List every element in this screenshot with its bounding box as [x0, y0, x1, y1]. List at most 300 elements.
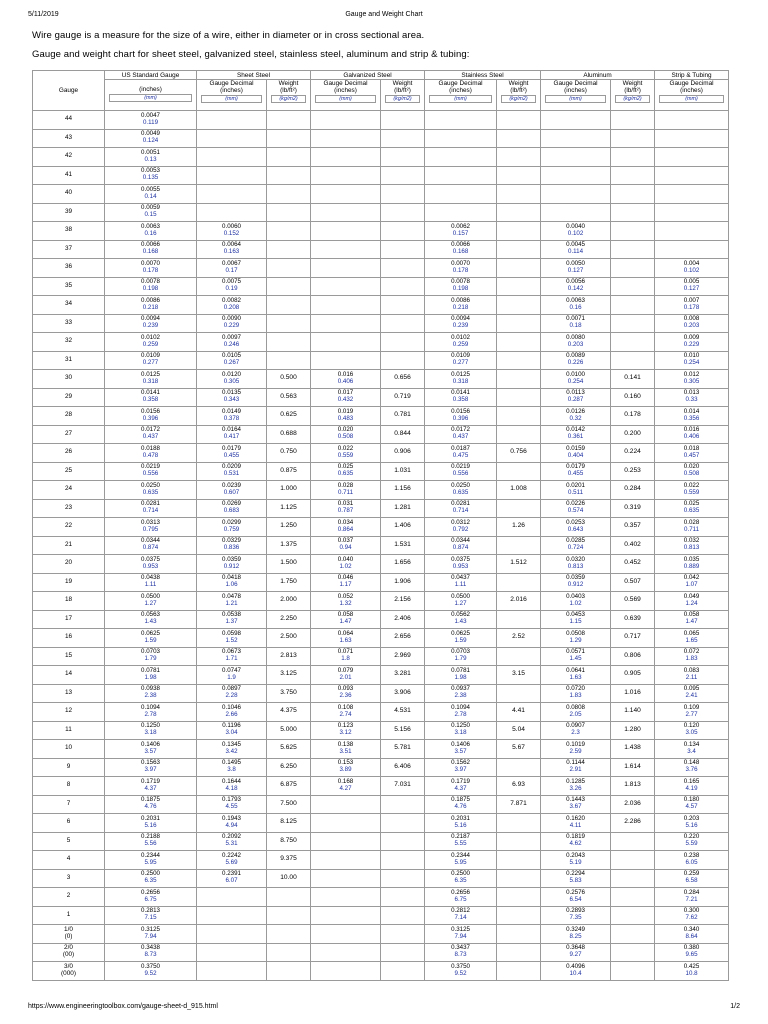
gauge-number: 16: [64, 633, 73, 641]
aluminum-weight-cell: 0.402: [611, 536, 655, 555]
aluminum-weight-cell: 0.319: [611, 499, 655, 518]
stainless-decimal-cell: [425, 647, 497, 666]
gauge-cell: [33, 610, 105, 629]
us-standard-cell-inches: 0.3750: [141, 962, 160, 970]
aluminum-weight-cell: 0.905: [611, 666, 655, 685]
stainless-decimal-cell-mm: 1.79: [454, 655, 467, 663]
sheet-steel-weight-cell: 10.00: [267, 869, 311, 888]
galvanized-decimal-cell: [311, 647, 381, 666]
aluminum-weight-cell: [611, 351, 655, 370]
galvanized-decimal-cell: [311, 555, 381, 574]
gauge-cell: [33, 388, 105, 407]
stainless-decimal-cell-mm: 0.437: [452, 433, 469, 441]
gauge-number: 39: [64, 207, 73, 215]
stainless-decimal-cell-mm: 0.714: [452, 507, 469, 515]
aluminum-decimal-cell-mm: 0.455: [567, 470, 584, 478]
aluminum-decimal-cell: [541, 851, 611, 870]
galvanized-decimal-cell-mm: 4.27: [339, 784, 352, 792]
galvanized-weight-cell: [381, 129, 425, 148]
aluminum-decimal-cell: [541, 555, 611, 574]
strip-tubing-cell: [655, 333, 729, 352]
gauge-alt: (0): [64, 932, 73, 940]
table-row: [33, 851, 729, 870]
gauge-number: 15: [64, 651, 73, 659]
aluminum-decimal-cell: [541, 592, 611, 611]
table-row: [33, 703, 729, 722]
aluminum-decimal-cell-mm: 0.226: [567, 359, 584, 367]
us-standard-cell: [105, 869, 197, 888]
stainless-weight-cell: [497, 388, 541, 407]
stainless-decimal-cell: [425, 277, 497, 296]
stainless-decimal-cell-inches: 0.0156: [451, 407, 470, 415]
aluminum-decimal-cell-inches: 0.0808: [566, 703, 585, 711]
stainless-decimal-cell-inches: 0.2031: [451, 814, 470, 822]
stainless-decimal-cell-mm: 2.78: [454, 710, 467, 718]
strip-tubing-cell-mm: 0.229: [683, 340, 700, 348]
us-standard-cell-inches: 0.0059: [141, 204, 160, 212]
stainless-decimal-cell-inches: 0.2344: [451, 851, 470, 859]
sheet-steel-weight-cell: [267, 222, 311, 241]
sheet-steel-decimal-cell-inches: 0.2092: [222, 833, 241, 841]
galvanized-weight-cell: [381, 869, 425, 888]
sheet-steel-decimal-cell-inches: 0.0359: [222, 555, 241, 563]
us-standard-cell: [105, 351, 197, 370]
group-header-stainless-steel: Stainless Steel: [425, 71, 541, 80]
aluminum-decimal-cell-mm: 0.912: [567, 581, 584, 589]
stainless-decimal-cell: [425, 536, 497, 555]
strip-tubing-cell-inches: 0.065: [683, 629, 700, 637]
stainless-weight-cell: [497, 962, 541, 981]
gauge-number: 36: [64, 263, 73, 271]
strip-tubing-cell-mm: 5.59: [685, 840, 698, 848]
gauge-cell: [33, 407, 105, 426]
galvanized-weight-cell: [381, 925, 425, 944]
us-standard-cell: [105, 703, 197, 722]
sheet-steel-decimal-cell-mm: 5.69: [225, 858, 238, 866]
sheet-steel-decimal-cell-mm: 5.31: [225, 840, 238, 848]
us-standard-cell: [105, 610, 197, 629]
gauge-cell: [33, 814, 105, 833]
galvanized-weight-cell: 0.719: [381, 388, 425, 407]
aluminum-decimal-cell-inches: 0.0056: [566, 278, 585, 286]
aluminum-decimal-cell: [541, 777, 611, 796]
gauge-weight-table: [32, 70, 729, 981]
us-standard-cell-mm: 1.27: [144, 599, 157, 607]
us-standard-cell-inches: 0.0156: [141, 407, 160, 415]
stainless-decimal-cell: [425, 610, 497, 629]
aluminum-weight-cell: [611, 314, 655, 333]
sheet-steel-decimal-cell: [197, 259, 267, 278]
stainless-weight-cell: [497, 758, 541, 777]
us-standard-cell: [105, 388, 197, 407]
aluminum-decimal-cell-mm: 1.63: [569, 673, 582, 681]
strip-tubing-cell: [655, 777, 729, 796]
sheet-steel-decimal-cell-mm: 4.94: [225, 821, 238, 829]
sheet-steel-decimal-cell: [197, 407, 267, 426]
stainless-decimal-cell-inches: 0.0172: [451, 426, 470, 434]
gauge-number: 34: [64, 300, 73, 308]
stainless-decimal-cell-inches: 0.3125: [451, 925, 470, 933]
stainless-weight-cell: 4.41: [497, 703, 541, 722]
aluminum-weight-cell: 1.813: [611, 777, 655, 796]
strip-tubing-cell-inches: 0.284: [683, 888, 700, 896]
sheet-steel-decimal-cell-mm: 0.836: [223, 544, 240, 552]
sheet-steel-weight-cell: 0.875: [267, 462, 311, 481]
sheet-steel-decimal-cell: [197, 962, 267, 981]
stainless-decimal-cell-mm: 0.556: [452, 470, 469, 478]
stainless-weight-cell: [497, 296, 541, 315]
stainless-decimal-cell-inches: 0.0141: [451, 389, 470, 397]
strip-tubing-cell: [655, 444, 729, 463]
gauge-cell: [33, 629, 105, 648]
stainless-weight-cell: 2.016: [497, 592, 541, 611]
stainless-decimal-cell-mm: 0.218: [452, 303, 469, 311]
aluminum-decimal-cell: [541, 629, 611, 648]
aluminum-weight-cell: 0.507: [611, 573, 655, 592]
galvanized-weight-cell: [381, 222, 425, 241]
stainless-decimal-cell-mm: 0.792: [452, 525, 469, 533]
gauge-cell: [33, 203, 105, 222]
stainless-weight-cell: [497, 462, 541, 481]
aluminum-weight-cell: [611, 943, 655, 962]
sheet-steel-decimal-cell-inches: 0.0239: [222, 481, 241, 489]
galvanized-decimal-cell: [311, 370, 381, 389]
strip-tubing-cell: [655, 166, 729, 185]
sheet-steel-decimal-cell-inches: 0.0090: [222, 315, 241, 323]
aluminum-decimal-cell-mm: 4.11: [569, 821, 582, 829]
stainless-decimal-cell-mm: 1.98: [454, 673, 467, 681]
aluminum-decimal-cell: [541, 647, 611, 666]
stainless-decimal-cell-mm: 1.43: [454, 618, 467, 626]
table-row: [33, 370, 729, 389]
sheet-steel-decimal-cell: [197, 592, 267, 611]
galvanized-weight-cell: [381, 943, 425, 962]
aluminum-weight-cell: 1.438: [611, 740, 655, 759]
aluminum-weight-cell: 2.036: [611, 795, 655, 814]
sheet-steel-decimal-cell-mm: 6.07: [225, 877, 238, 885]
stainless-decimal-cell: [425, 888, 497, 907]
strip-tubing-cell-inches: 0.035: [683, 555, 700, 563]
us-standard-cell-mm: 0.168: [142, 248, 159, 256]
galvanized-weight-cell: 1.656: [381, 555, 425, 574]
sheet-steel-decimal-cell-mm: 1.06: [225, 581, 238, 589]
stainless-decimal-cell-mm: 0.168: [452, 248, 469, 256]
stainless-decimal-cell-inches: 0.0375: [451, 555, 470, 563]
strip-tubing-cell: [655, 666, 729, 685]
galvanized-decimal-cell: [311, 851, 381, 870]
aluminum-decimal-cell-inches: 0.1443: [566, 796, 585, 804]
galvanized-decimal-cell: [311, 222, 381, 241]
galvanized-weight-cell: 1.281: [381, 499, 425, 518]
us-standard-cell-mm: 0.635: [142, 488, 159, 496]
stainless-decimal-cell-inches: 0.1250: [451, 722, 470, 730]
stainless-decimal-cell-mm: 3.97: [454, 766, 467, 774]
galvanized-decimal-cell-inches: 0.028: [337, 481, 354, 489]
strip-tubing-cell-inches: 0.238: [683, 851, 700, 859]
us-standard-cell: [105, 758, 197, 777]
stainless-decimal-cell-mm: 0.358: [452, 396, 469, 404]
galvanized-weight-cell: 1.906: [381, 573, 425, 592]
aluminum-weight-cell: [611, 888, 655, 907]
galvanized-decimal-cell-mm: 0.711: [338, 488, 354, 496]
aluminum-weight-cell: 0.200: [611, 425, 655, 444]
aluminum-decimal-cell-inches: 0.0359: [566, 574, 585, 582]
stainless-decimal-cell: [425, 129, 497, 148]
stainless-weight-cell: [497, 851, 541, 870]
us-standard-cell-mm: 0.874: [142, 544, 159, 552]
galvanized-decimal-cell: [311, 777, 381, 796]
galvanized-weight-cell: 1.031: [381, 462, 425, 481]
table-row: [33, 499, 729, 518]
stainless-decimal-cell: [425, 166, 497, 185]
sheet-steel-weight-cell: 1.125: [267, 499, 311, 518]
sheet-steel-decimal-cell-mm: 0.343: [223, 396, 240, 404]
stainless-weight-cell: 3.15: [497, 666, 541, 685]
gauge-cell: [33, 740, 105, 759]
gauge-number: 28: [64, 411, 73, 419]
us-standard-cell-mm: 0.14: [144, 192, 157, 200]
us-standard-cell-inches: 0.0281: [141, 500, 160, 508]
strip-tubing-cell: [655, 370, 729, 389]
stainless-decimal-cell-inches: 0.2656: [451, 888, 470, 896]
stainless-decimal-cell-mm: 0.178: [452, 266, 469, 274]
stainless-decimal-cell: [425, 851, 497, 870]
gauge-cell: [33, 166, 105, 185]
aluminum-decimal-cell-mm: 2.91: [569, 766, 582, 774]
stainless-decimal-cell: [425, 407, 497, 426]
aluminum-decimal-cell-mm: 6.54: [569, 895, 582, 903]
us-standard-cell: [105, 795, 197, 814]
galvanized-decimal-cell-mm: 1.32: [339, 599, 352, 607]
aluminum-decimal-cell: [541, 518, 611, 537]
stainless-weight-cell: [497, 240, 541, 259]
sheet-steel-decimal-cell-mm: 4.18: [225, 784, 238, 792]
gauge-number: 40: [64, 189, 73, 197]
sheet-steel-decimal-cell-mm: 2.66: [225, 710, 238, 718]
galvanized-weight-cell: [381, 888, 425, 907]
gauge-number: 27: [64, 429, 73, 437]
us-standard-cell-inches: 0.1094: [141, 703, 160, 711]
sheet-steel-decimal-cell-inches: 0.0673: [222, 648, 241, 656]
sheet-steel-decimal-cell-inches: 0.0478: [222, 592, 241, 600]
us-inches-header: (inches) (mm): [105, 80, 197, 111]
stainless-decimal-cell-inches: 0.0250: [451, 481, 470, 489]
stainless-weight-cell: [497, 925, 541, 944]
aluminum-decimal-cell: [541, 259, 611, 278]
aluminum-decimal-cell-inches: 0.1144: [566, 759, 585, 767]
galvanized-decimal-cell: [311, 444, 381, 463]
stainless-decimal-cell: [425, 481, 497, 500]
stainless-weight-cell: 2.52: [497, 629, 541, 648]
galvanized-decimal-cell-mm: 0.864: [337, 525, 354, 533]
galvanized-decimal-cell-mm: 1.63: [339, 636, 352, 644]
stainless-decimal-cell: [425, 444, 497, 463]
galvanized-decimal-cell-inches: 0.071: [337, 648, 354, 656]
table-row: [33, 666, 729, 685]
strip-tubing-cell: [655, 869, 729, 888]
galvanized-decimal-cell-inches: 0.168: [337, 777, 354, 785]
sheet-steel-decimal-cell-inches: 0.0135: [222, 389, 241, 397]
strip-tubing-cell: [655, 647, 729, 666]
galvanized-decimal-cell-inches: 0.138: [337, 740, 354, 748]
stainless-decimal-cell-mm: 0.277: [452, 359, 469, 367]
stainless-weight-cell: 1.26: [497, 518, 541, 537]
us-standard-cell-inches: 0.0055: [141, 185, 160, 193]
sheet-steel-decimal-cell-inches: 0.0299: [222, 518, 241, 526]
gauge-number: 9: [66, 762, 71, 770]
stainless-decimal-cell: [425, 629, 497, 648]
aluminum-decimal-cell-mm: 1.15: [569, 618, 582, 626]
aluminum-decimal-cell-inches: 0.2893: [566, 907, 585, 915]
mm-unit-box: (mm): [201, 95, 262, 103]
us-standard-cell-inches: 0.0047: [141, 111, 160, 119]
stainless-weight-cell: [497, 222, 541, 241]
galvanized-decimal-cell-mm: 0.508: [337, 433, 354, 441]
table-row: [33, 259, 729, 278]
sheet-steel-decimal-cell: [197, 555, 267, 574]
strip-tubing-cell-mm: 0.178: [683, 303, 700, 311]
stainless-weight-cell: [497, 684, 541, 703]
us-standard-cell-inches: 0.0078: [141, 278, 160, 286]
stainless-decimal-cell-inches: 0.2500: [451, 870, 470, 878]
kgm2-unit-box: (kg/m2): [271, 95, 306, 103]
gauge-cell: [33, 647, 105, 666]
galvanized-decimal-cell-mm: 2.36: [339, 692, 352, 700]
sheet-steel-decimal-cell: [197, 666, 267, 685]
galvanized-weight-cell: [381, 277, 425, 296]
aluminum-weight-cell: [611, 203, 655, 222]
sheet-steel-decimal-cell-mm: 0.152: [223, 229, 240, 237]
stainless-decimal-cell-mm: 5.16: [454, 821, 467, 829]
us-standard-cell-mm: 0.119: [142, 118, 159, 126]
gauge-cell: [33, 943, 105, 962]
galvanized-weight-cell: 2.656: [381, 629, 425, 648]
stainless-decimal-cell-inches: 0.0066: [451, 241, 470, 249]
aluminum-decimal-cell-inches: 0.2043: [566, 851, 585, 859]
sheet-steel-decimal-cell-mm: 1.52: [225, 636, 238, 644]
aluminum-decimal-cell: [541, 314, 611, 333]
gauge-cell: [33, 277, 105, 296]
gauge-number: 1: [66, 910, 71, 918]
strip-tubing-cell-inches: 0.134: [683, 740, 700, 748]
aluminum-decimal-cell: [541, 148, 611, 167]
galvanized-decimal-cell: [311, 277, 381, 296]
gauge-cell: [33, 296, 105, 315]
aluminum-weight-cell: [611, 166, 655, 185]
us-standard-cell: [105, 592, 197, 611]
sheet-steel-decimal-cell-inches: 0.0179: [222, 444, 241, 452]
sheet-steel-decimal-cell-inches: 0.0075: [222, 278, 241, 286]
stainless-decimal-cell-mm: 2.38: [454, 692, 467, 700]
strip-tubing-cell: [655, 111, 729, 130]
stainless-weight-cell: [497, 906, 541, 925]
us-standard-cell-inches: 0.2656: [141, 888, 160, 896]
sheet-steel-decimal-cell-inches: 0.0329: [222, 537, 241, 545]
stainless-decimal-cell: [425, 592, 497, 611]
aluminum-decimal-cell: [541, 333, 611, 352]
us-standard-cell-mm: 0.556: [142, 470, 159, 478]
gauge-cell: [33, 314, 105, 333]
aluminum-decimal-cell-mm: 0.404: [567, 451, 584, 459]
galvanized-decimal-cell-inches: 0.052: [337, 592, 354, 600]
us-standard-cell-mm: 0.437: [142, 433, 159, 441]
sheet-steel-decimal-cell: [197, 518, 267, 537]
strip-tubing-cell-mm: 0.254: [683, 359, 700, 367]
aluminum-weight-header: Weight (lb/ft²) (kg/m2): [611, 80, 655, 111]
strip-tubing-cell: [655, 240, 729, 259]
stainless-decimal-cell-inches: 0.0086: [451, 296, 470, 304]
gauge-cell: [33, 536, 105, 555]
aluminum-decimal-cell: [541, 869, 611, 888]
aluminum-decimal-header: Gauge Decimal (inches) (mm): [541, 80, 611, 111]
us-standard-cell: [105, 925, 197, 944]
sheet-steel-decimal-cell: [197, 222, 267, 241]
strip-tubing-cell-inches: 0.095: [683, 685, 700, 693]
sheet-steel-weight-cell: 2.500: [267, 629, 311, 648]
aluminum-decimal-cell-inches: 0.0179: [566, 463, 585, 471]
stainless-weight-cell: [497, 610, 541, 629]
strip-tubing-cell: [655, 185, 729, 204]
gauge-number: 38: [64, 226, 73, 234]
galvanized-weight-cell: 6.406: [381, 758, 425, 777]
sheet-steel-decimal-cell-inches: 0.0149: [222, 407, 241, 415]
aluminum-decimal-cell: [541, 814, 611, 833]
us-standard-cell: [105, 629, 197, 648]
strip-tubing-cell-mm: 3.76: [685, 766, 698, 774]
sheet-steel-decimal-cell: [197, 906, 267, 925]
stainless-weight-cell: [497, 499, 541, 518]
gauge-number: 18: [64, 596, 73, 604]
table-row: [33, 425, 729, 444]
aluminum-decimal-cell: [541, 407, 611, 426]
aluminum-decimal-cell-inches: 0.0571: [566, 648, 585, 656]
galvanized-decimal-cell: [311, 888, 381, 907]
sheet-steel-decimal-cell-mm: 0.246: [223, 340, 240, 348]
aluminum-weight-cell: 0.160: [611, 388, 655, 407]
gauge-cell: [33, 555, 105, 574]
galvanized-weight-cell: 2.969: [381, 647, 425, 666]
aluminum-decimal-cell-mm: 0.574: [567, 507, 584, 515]
galvanized-decimal-cell: [311, 259, 381, 278]
aluminum-decimal-cell-mm: 5.19: [569, 858, 582, 866]
aluminum-decimal-cell-inches: 0.0285: [566, 537, 585, 545]
strip-tubing-cell-inches: 0.016: [683, 426, 700, 434]
us-standard-cell-inches: 0.2500: [141, 870, 160, 878]
aluminum-decimal-cell: [541, 832, 611, 851]
aluminum-weight-cell: 1.016: [611, 684, 655, 703]
strip-tubing-cell-mm: 2.41: [685, 692, 698, 700]
galvanized-decimal-cell-inches: 0.093: [337, 685, 354, 693]
aluminum-decimal-cell-mm: 1.83: [569, 692, 582, 700]
us-standard-cell-inches: 0.0049: [141, 130, 160, 138]
us-standard-cell: [105, 684, 197, 703]
stainless-decimal-cell-inches: 0.0109: [451, 352, 470, 360]
sheet-steel-decimal-cell: [197, 462, 267, 481]
sheet-steel-decimal-cell: [197, 888, 267, 907]
aluminum-decimal-cell-inches: 0.0071: [566, 315, 585, 323]
table-row: [33, 222, 729, 241]
us-standard-cell-inches: 0.2031: [141, 814, 160, 822]
stainless-decimal-cell-inches: 0.0187: [451, 444, 470, 452]
strip-tubing-cell: [655, 721, 729, 740]
stainless-decimal-cell: [425, 684, 497, 703]
us-standard-cell: [105, 444, 197, 463]
aluminum-decimal-cell-inches: 0.3648: [566, 944, 585, 952]
gauge-cell: [33, 777, 105, 796]
stainless-decimal-cell-inches: 0.0070: [451, 259, 470, 267]
aluminum-decimal-cell-inches: 0.0142: [566, 426, 585, 434]
us-standard-cell: [105, 481, 197, 500]
